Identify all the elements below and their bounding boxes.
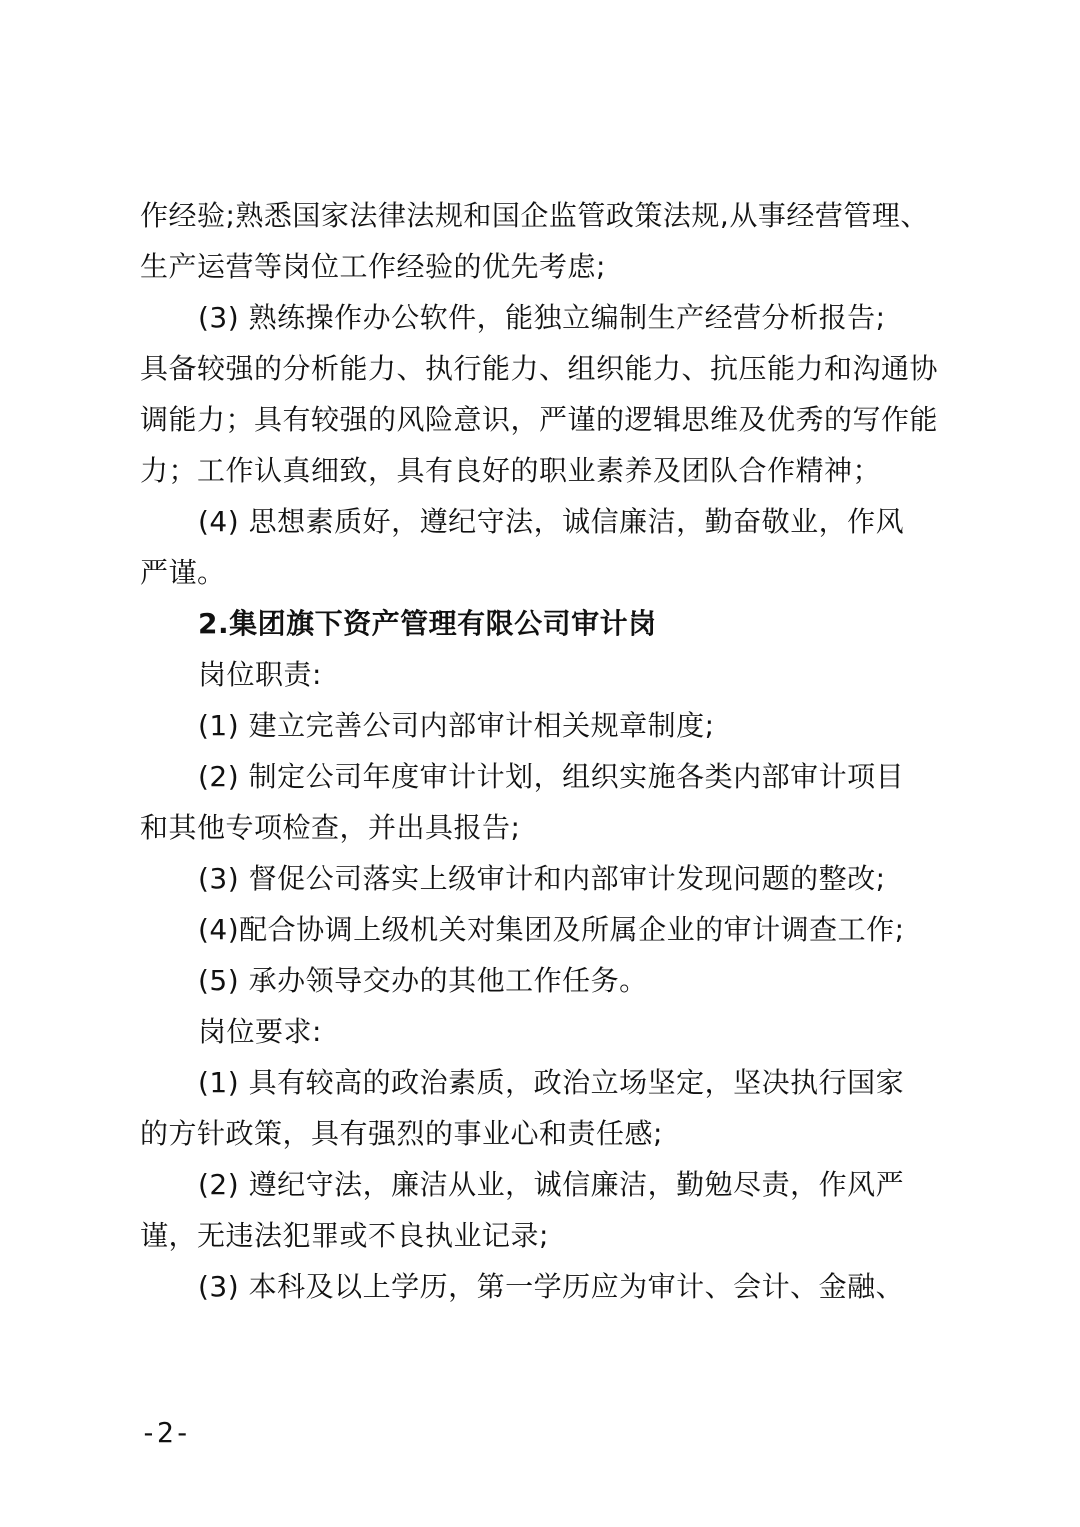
duty-item: (5) 承办领导交办的其他工作任务。 bbox=[198, 964, 648, 997]
duty-item: (1) 建立完善公司内部审计相关规章制度; bbox=[198, 709, 715, 742]
requirement-item: (3) 本科及以上学历，第一学历应为审计、会计、金融、 bbox=[198, 1270, 905, 1303]
paragraph-line: 谨，无违法犯罪或不良执业记录; bbox=[140, 1219, 549, 1252]
paragraph-line: 调能力；具有较强的风险意识，严谨的逻辑思维及优秀的写作能 bbox=[140, 403, 939, 436]
section-heading: 2.集团旗下资产管理有限公司审计岗 bbox=[198, 607, 657, 640]
duty-item: (2) 制定公司年度审计计划，组织实施各类内部审计项目 bbox=[198, 760, 905, 793]
paragraph-line: 力；工作认真细致，具有良好的职业素养及团队合作精神； bbox=[140, 454, 882, 487]
paragraph-line: 的方针政策，具有强烈的事业心和责任感; bbox=[140, 1117, 663, 1150]
paragraph-line: 作经验;熟悉国家法律法规和国企监管政策法规,从事经营管理、 bbox=[140, 199, 929, 232]
requirement-item: (2) 遵纪守法，廉洁从业，诚信廉洁，勤勉尽责，作风严 bbox=[198, 1168, 905, 1201]
paragraph-line: 具备较强的分析能力、执行能力、组织能力、抗压能力和沟通协 bbox=[140, 352, 939, 385]
paragraph-line: 生产运营等岗位工作经验的优先考虑; bbox=[140, 250, 606, 283]
page-number: -2- bbox=[140, 1416, 191, 1449]
duty-item: (4)配合协调上级机关对集团及所属企业的审计调查工作; bbox=[198, 913, 905, 946]
paragraph-line: 严谨。 bbox=[140, 556, 226, 589]
requirement-item: (4) 思想素质好，遵纪守法，诚信廉洁，勤奋敬业，作风 bbox=[198, 505, 905, 538]
subsection-label: 岗位职责: bbox=[198, 658, 322, 691]
requirement-item: (3) 熟练操作办公软件，能独立编制生产经营分析报告; bbox=[198, 301, 886, 334]
paragraph-line: 和其他专项检查，并出具报告; bbox=[140, 811, 521, 844]
requirement-item: (1) 具有较高的政治素质，政治立场坚定，坚决执行国家 bbox=[198, 1066, 905, 1099]
subsection-label: 岗位要求: bbox=[198, 1015, 322, 1048]
duty-item: (3) 督促公司落实上级审计和内部审计发现问题的整改; bbox=[198, 862, 886, 895]
